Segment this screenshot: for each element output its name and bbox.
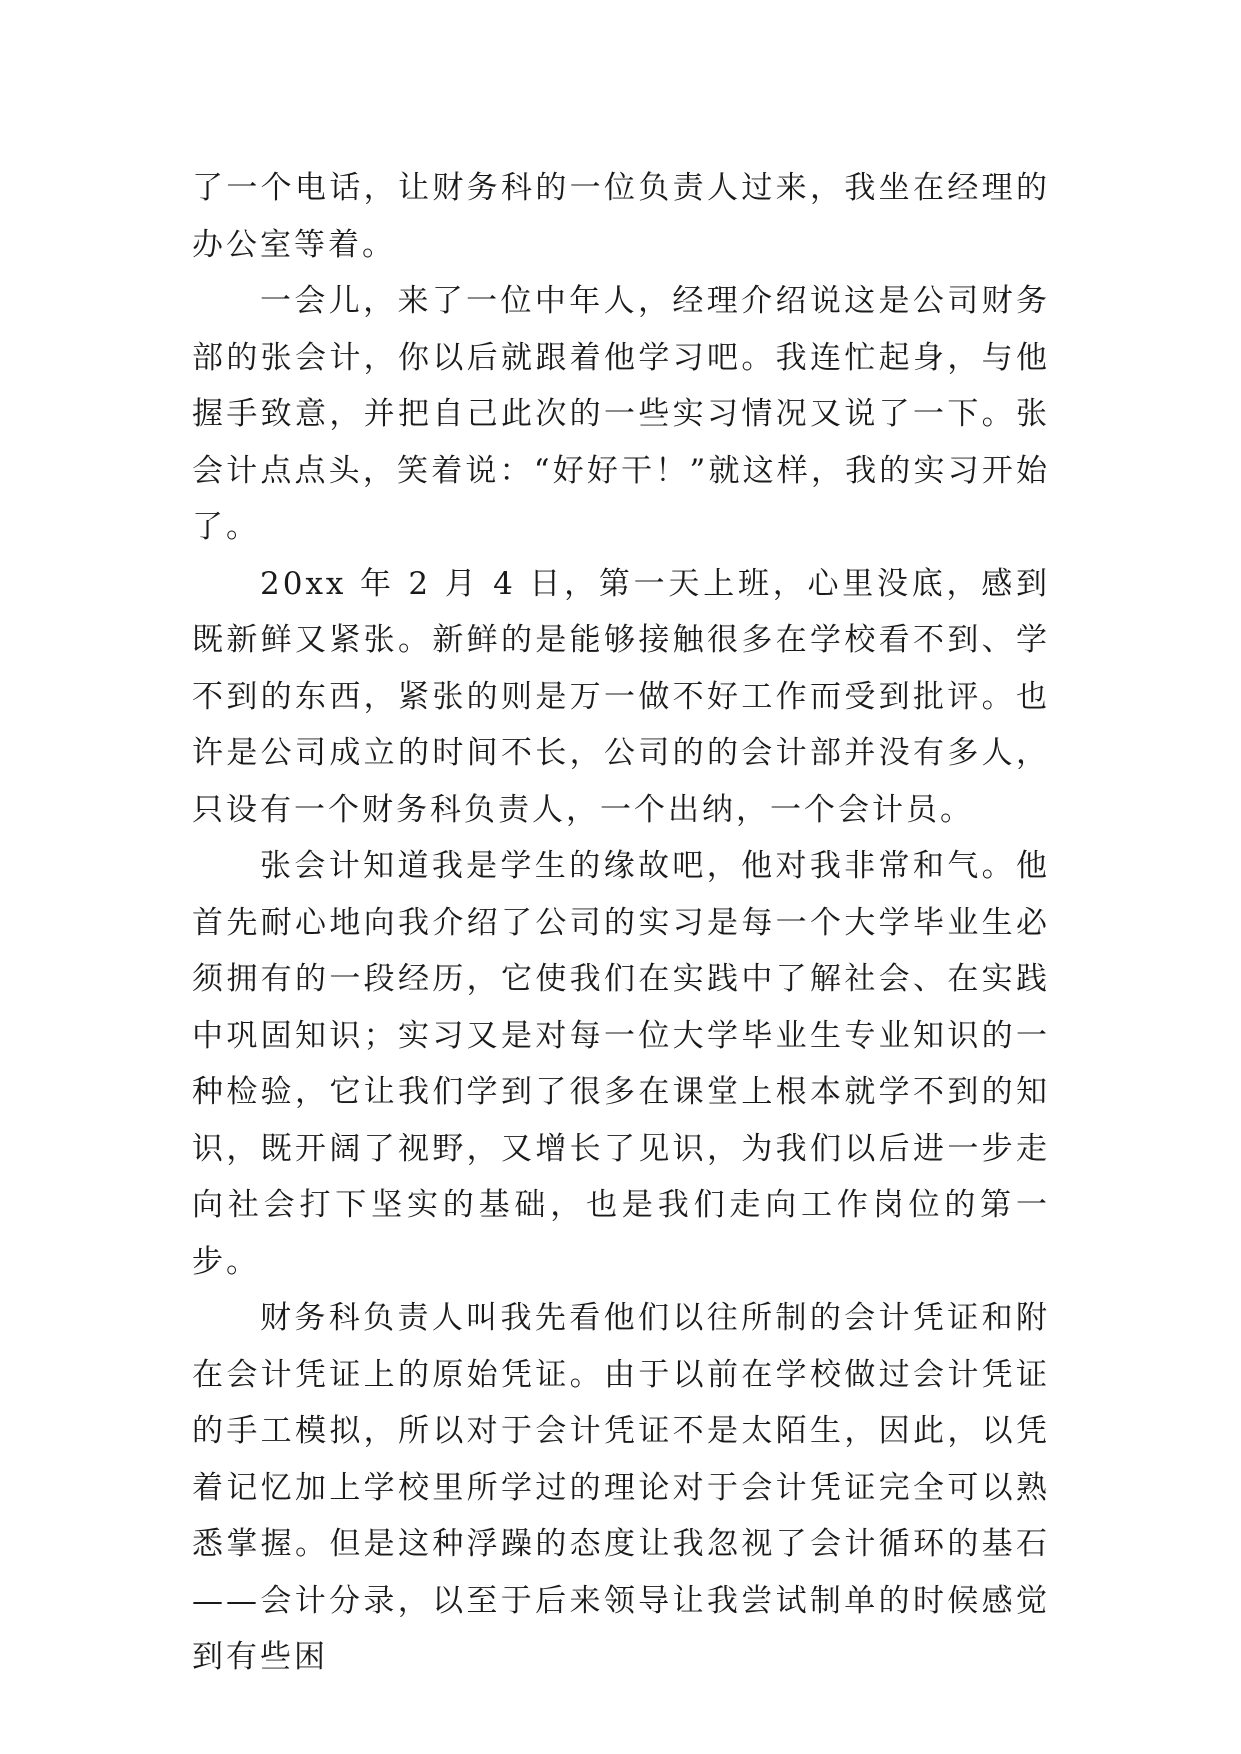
paragraph: 20xx 年 2 月 4 日，第一天上班，心里没底，感到既新鲜又紧张。新鲜的是能够接触很多在学校看不到、学不到的东西，紧张的则是万一做不好工作而受到批评。也许是公司成立的时间不长，公司的的会计部并没有多人，只设有一个财务科负责人，一个出纳，一个会计员。 <box>192 565 1050 828</box>
paragraph: 一会儿，来了一位中年人，经理介绍说这是公司财务部的张会计，你以后就跟着他学习吧。我连忙起身，与他握手致意，并把自己此次的一些实习情况又说了一下。张会计点点头，笑着说：“好好干！”就这样，我的实习开始了。 <box>192 283 1050 545</box>
paragraph: 财务科负责人叫我先看他们以往所制的会计凭证和附在会计凭证上的原始凭证。由于以前在学校做过会计凭证的手工模拟，所以对于会计凭证不是太陌生，因此，以凭着记忆加上学校里所学过的理论对于会计凭证完全可以熟悉掌握。但是这种浮躁的态度让我忽视了会计循环的基石——会计分录，以至于后来领导让我尝试制单的时候感觉到有些困 <box>192 1300 1050 1675</box>
paragraph: 了一个电话，让财务科的一位负责人过来，我坐在经理的办公室等着。 <box>192 170 1050 263</box>
paragraph: 张会计知道我是学生的缘故吧，他对我非常和气。他首先耐心地向我介绍了公司的实习是每一个大学毕业生必须拥有的一段经历，它使我们在实践中了解社会、在实践中巩固知识；实习又是对每一位大学毕业生专业知识的一种检验，它让我们学到了很多在课堂上根本就学不到的知识，既开阔了视野，又增长了见识，为我们以后进一步走向社会打下坚实的基础，也是我们走向工作岗位的第一步。 <box>192 848 1050 1280</box>
document-body <box>192 160 1050 1686</box>
